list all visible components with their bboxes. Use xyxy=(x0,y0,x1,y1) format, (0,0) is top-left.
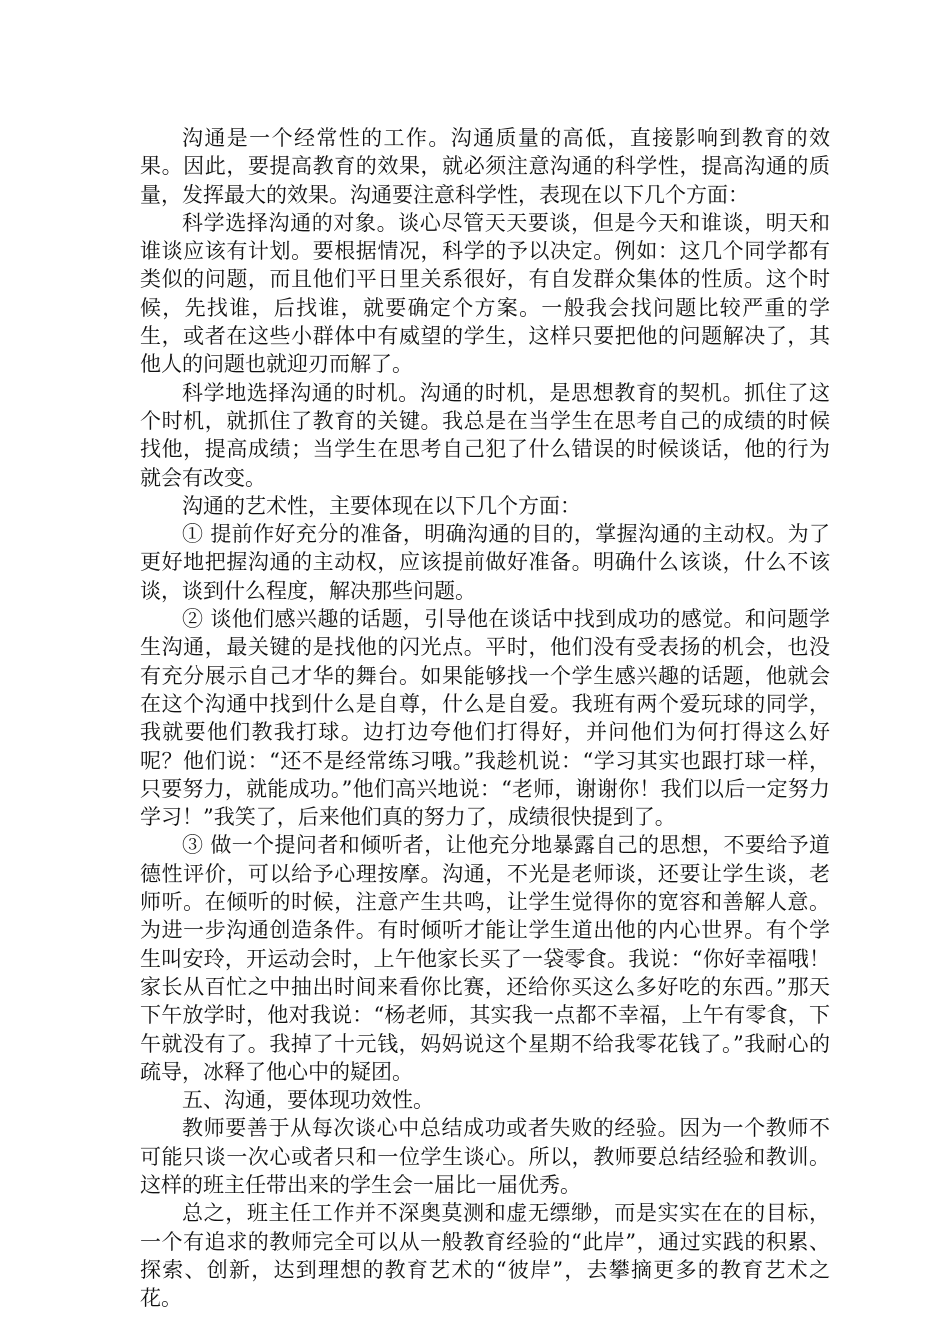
paragraph-1: 沟通是一个经常性的工作。沟通质量的高低，直接影响到教育的效果。因此，要提高教育的效果，就必须注意沟通的科学性，提高沟通的质量，发挥最大的效果。沟通要注意科学性，表现在以下几个方面： xyxy=(140,126,830,207)
paragraph-6: ② 谈他们感兴趣的话题，引导他在谈话中找到成功的感觉。和问题学生沟通，最关键的是找他的闪光点。平时，他们没有受表扬的机会，也没有充分展示自己才华的舞台。如果能够找一个学生感兴趣的话题，他就会在这个沟通中找到什么是自尊，什么是自爱。我班有两个爱玩球的同学，我就要他们教我打球。边打边夸他们打得好，并问他们为何打得这么好呢？他们说：“还不是经常练习哦。”我趁机说：“学习其实也跟打球一样，只要努力，就能成功。”他们高兴地说：“老师，谢谢你！我们以后一定努力学习！”我笑了，后来他们真的努力了，成绩很快提到了。 xyxy=(140,607,830,830)
paragraph-2: 科学选择沟通的对象。谈心尽管天天要谈，但是今天和谁谈，明天和谁谈应该有计划。要根据情况，科学的予以决定。例如：这几个同学都有类似的问题，而且他们平日里关系很好，有自发群众集体的性质。这个时候，先找谁，后找谁，就要确定个方案。一般我会找问题比较严重的学生，或者在这些小群体中有威望的学生，这样只要把他的问题解决了，其他人的问题也就迎刃而解了。 xyxy=(140,210,830,377)
paragraph-3: 科学地选择沟通的时机。沟通的时机，是思想教育的契机。抓住了这个时机，就抓住了教育的关键。我总是在当学生在思考自己的成绩的时候找他，提高成绩；当学生在思考自己犯了什么错误的时候谈话，他的行为就会有改变。 xyxy=(140,380,830,490)
document-body xyxy=(140,124,830,1312)
paragraph-10: 总之，班主任工作并不深奥莫测和虚无缥缈，而是实实在在的目标，一个有追求的教师完全可以从一般教育经验的“此岸”，通过实践的积累、探索、创新，达到理想的教育艺术的“彼岸”，去攀摘更多的教育艺术之花。 xyxy=(140,1201,830,1311)
paragraph-5: ① 提前作好充分的准备，明确沟通的目的，掌握沟通的主动权。为了更好地把握沟通的主动权，应该提前做好准备。明确什么该谈，什么不该谈，谈到什么程度，解决那些问题。 xyxy=(140,522,830,603)
paragraph-4: 沟通的艺术性，主要体现在以下几个方面： xyxy=(182,493,581,518)
paragraph-8: 五、沟通，要体现功效性。 xyxy=(182,1088,434,1113)
paragraph-7: ③ 做一个提问者和倾听者，让他充分地暴露自己的思想，不要给予道德性评价，可以给予心理按摩。沟通，不光是老师谈，还要让学生谈，老师听。在倾听的时候，注意产生共鸣，让学生觉得你的宽容和善解人意。为进一步沟通创造条件。有时倾听才能让学生道出他的内心世界。有个学生叫安玲，开运动会时，上午他家长买了一袋零食。我说：“你好幸福哦！家长从百忙之中抽出时间来看你比赛，还给你买这么多好吃的东西。”那天下午放学时，他对我说：“杨老师，其实我一点都不幸福，上午有零食，下午就没有了。我掉了十元钱，妈妈说这个星期不给我零花钱了。”我耐心的疏导，冰释了他心中的疑团。 xyxy=(140,833,830,1084)
paragraph-9: 教师要善于从每次谈心中总结成功或者失败的经验。因为一个教师不可能只谈一次心或者只和一位学生谈心。所以，教师要总结经验和教训。这样的班主任带出来的学生会一届比一届优秀。 xyxy=(140,1116,830,1197)
